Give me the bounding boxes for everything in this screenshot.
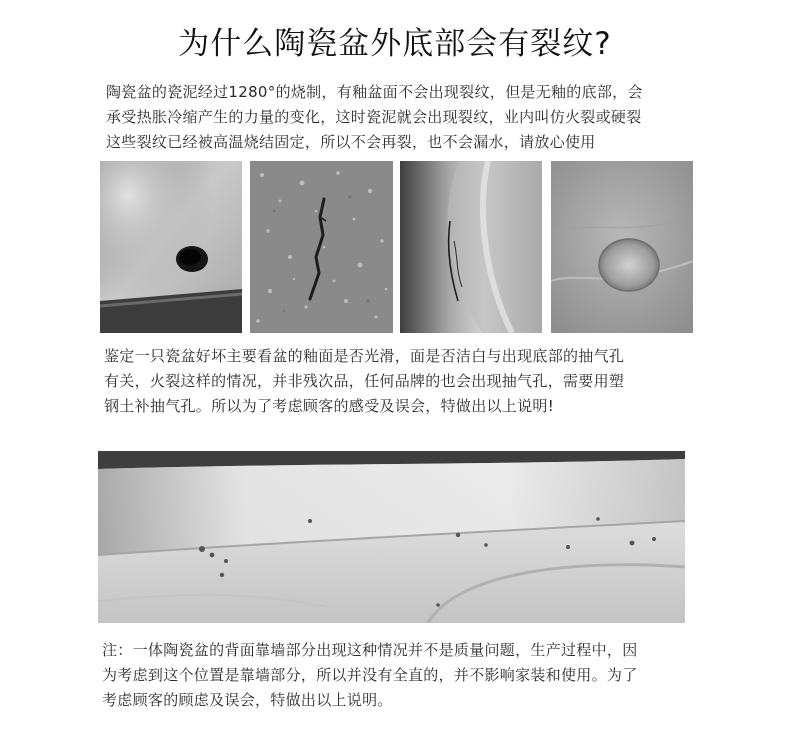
note-line: 考虑顾客的顾虑及误会，特做出以上说明。 bbox=[102, 691, 393, 709]
crack-photo-row bbox=[100, 161, 693, 333]
intro-line: 这些裂纹已经被高温烧结固定，所以不会再裂，也不会漏水，请放心使用 bbox=[106, 133, 596, 151]
intro-paragraph bbox=[106, 80, 706, 155]
explanation-paragraph bbox=[104, 344, 694, 419]
curved-crack-photo bbox=[400, 161, 542, 333]
drain-hole-photo bbox=[100, 161, 242, 333]
explanation-line: 钢土补抽气孔。所以为了考虑顾客的感受及误会，特做出以上说明! bbox=[104, 397, 555, 415]
glaze-spot-photo bbox=[551, 161, 693, 333]
explanation-line: 鉴定一只瓷盆好坏主要看盆的釉面是否光滑，面是否洁白与出现底部的抽气孔 bbox=[104, 347, 625, 365]
surface-crack-photo bbox=[250, 161, 393, 333]
intro-line: 陶瓷盆的瓷泥经过1280°的烧制，有釉盆面不会出现裂纹，但是无釉的底部，会 bbox=[106, 83, 643, 101]
note-line: 注：一体陶瓷盆的背面靠墙部分出现这种情况并不是质量问题，生产过程中，因 bbox=[102, 641, 638, 659]
note-line: 为考虑到这个位置是靠墙部分，所以并没有全直的，并不影响家装和使用。为了 bbox=[102, 666, 638, 684]
page-title: 为什么陶瓷盆外底部会有裂纹? bbox=[178, 26, 612, 62]
note-paragraph bbox=[102, 638, 694, 713]
basin-back-photo bbox=[98, 451, 685, 623]
intro-line: 承受热胀冷缩产生的力量的变化，这时瓷泥就会出现裂纹，业内叫仿火裂或硬裂 bbox=[106, 108, 642, 126]
explanation-line: 有关，火裂这样的情况，并非残次品，任何品牌的也会出现抽气孔，需要用塑 bbox=[104, 372, 625, 390]
